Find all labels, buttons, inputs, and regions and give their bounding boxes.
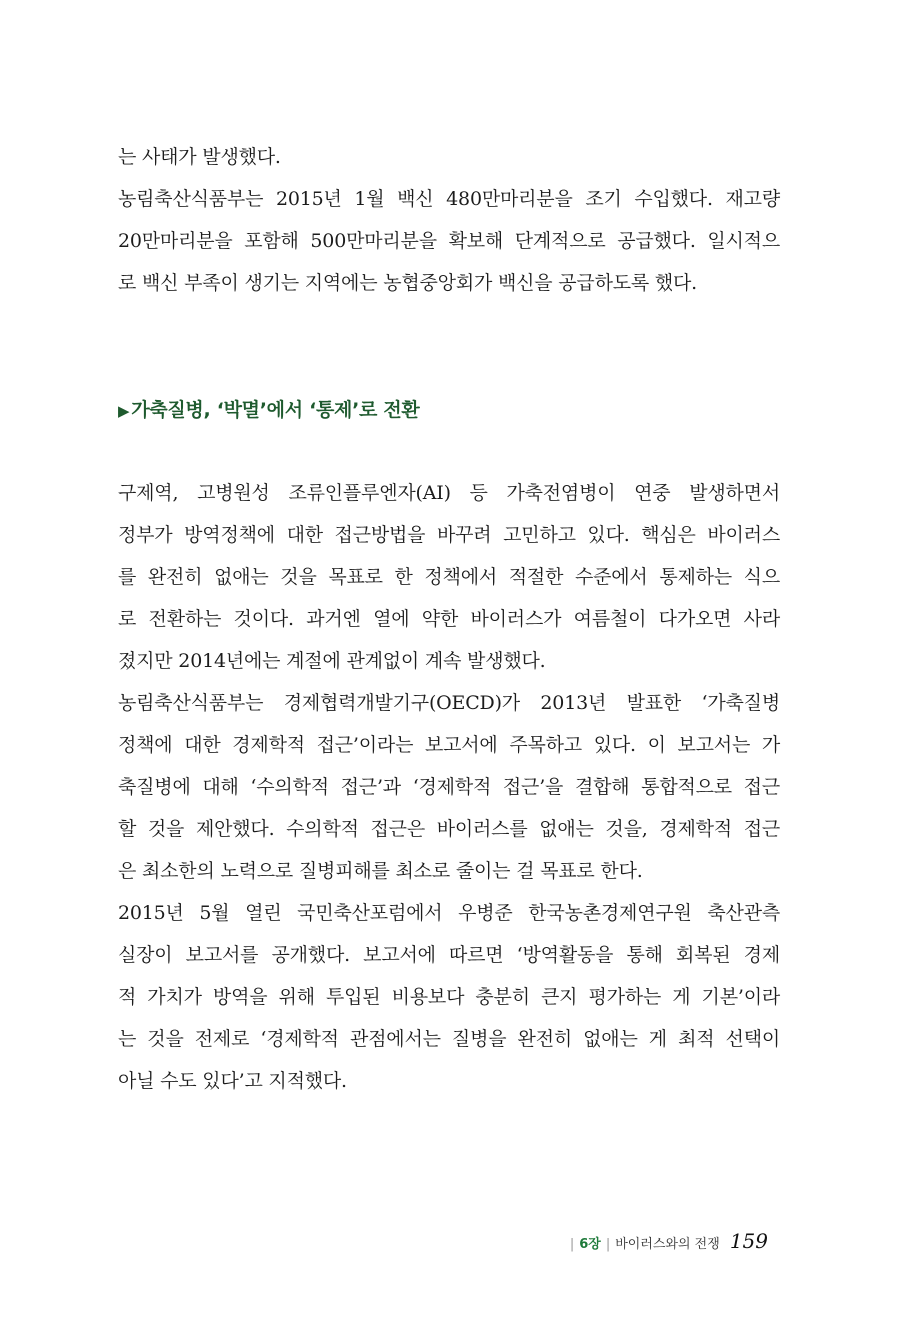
triangle-marker-icon: ▶ xyxy=(118,402,130,420)
intro-line-1: 는 사태가 발생했다. xyxy=(118,146,281,168)
chapter-number: 6장 xyxy=(579,1237,601,1252)
body-line-6: 농림축산식품부는 경제협력개발기구(OECD)가 2013년 발표한 ‘가축질병 xyxy=(118,692,780,714)
body-line-12: 실장이 보고서를 공개했다. 보고서에 따르면 ‘방역활동을 통해 회복된 경제 xyxy=(118,944,780,966)
body-line-13: 적 가치가 방역을 위해 투입된 비용보다 충분히 큰지 평가하는 게 기본’이라 xyxy=(118,986,780,1008)
body-line-8: 축질병에 대해 ‘수의학적 접근’과 ‘경제학적 접근’을 결합해 통합적으로 접근 xyxy=(118,776,780,798)
body-line-14: 는 것을 전제로 ‘경제학적 관점에서는 질병을 완전히 없애는 게 최적 선택이 xyxy=(118,1028,780,1050)
intro-line-2: 농림축산식품부는 2015년 1월 백신 480만마리분을 조기 수입했다. 재고량 xyxy=(118,188,780,210)
page-footer xyxy=(565,1229,768,1253)
body-line-3: 를 완전히 없애는 것을 목표로 한 정책에서 적절한 수준에서 통제하는 식으 xyxy=(118,566,780,588)
page-number: 159 xyxy=(729,1229,768,1253)
body-line-11: 2015년 5월 열린 국민축산포럼에서 우병준 한국농촌경제연구원 축산관측 xyxy=(118,902,780,924)
footer-divider: | xyxy=(605,1237,611,1252)
chapter-title: 바이러스와의 전쟁 xyxy=(615,1237,720,1252)
body-line-2: 정부가 방역정책에 대한 접근방법을 바꾸려 고민하고 있다. 핵심은 바이러스 xyxy=(118,524,780,546)
intro-line-4: 로 백신 부족이 생기는 지역에는 농협중앙회가 백신을 공급하도록 했다. xyxy=(118,272,698,294)
section-heading xyxy=(118,395,420,422)
section-heading-text: 가축질병, ‘박멸’에서 ‘통제’로 전환 xyxy=(131,399,420,421)
body-line-9: 할 것을 제안했다. 수의학적 접근은 바이러스를 없애는 것을, 경제학적 접근 xyxy=(118,818,780,840)
body-line-4: 로 전환하는 것이다. 과거엔 열에 약한 바이러스가 여름철이 다가오면 사라 xyxy=(118,608,780,630)
body-line-7: 정책에 대한 경제학적 접근’이라는 보고서에 주목하고 있다. 이 보고서는 가 xyxy=(118,734,780,756)
footer-divider: | xyxy=(569,1237,575,1252)
body-line-5: 졌지만 2014년에는 계절에 관계없이 계속 발생했다. xyxy=(118,650,546,672)
body-line-15: 아닐 수도 있다’고 지적했다. xyxy=(118,1070,347,1092)
body-line-10: 은 최소한의 노력으로 질병피해를 최소로 줄이는 걸 목표로 한다. xyxy=(118,860,643,882)
body-line-1: 구제역, 고병원성 조류인플루엔자(AI) 등 가축전염병이 연중 발생하면서 xyxy=(118,482,780,504)
intro-line-3: 20만마리분을 포함해 500만마리분을 확보해 단계적으로 공급했다. 일시적으 xyxy=(118,230,780,252)
